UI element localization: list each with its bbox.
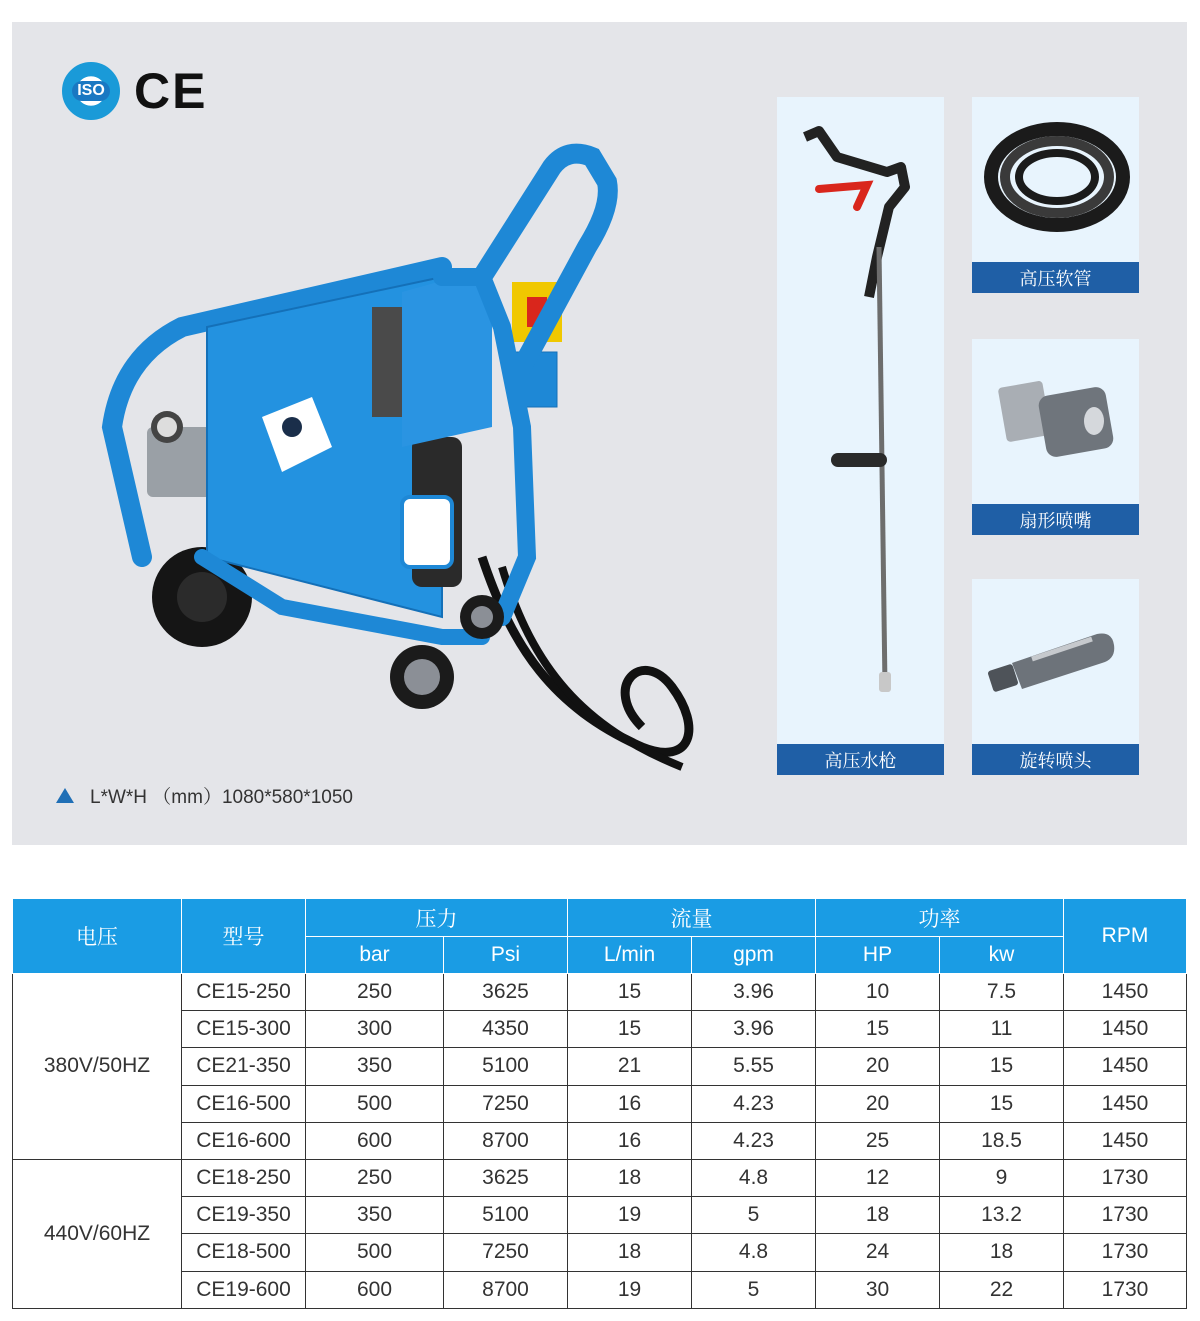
triangle-bullet-icon bbox=[56, 788, 74, 803]
header-flow: 流量 bbox=[568, 899, 816, 937]
table-cell: 500 bbox=[306, 1234, 444, 1271]
header-model: 型号 bbox=[182, 899, 306, 974]
table-row bbox=[13, 1085, 1187, 1122]
header-power: 功率 bbox=[816, 899, 1064, 937]
table-cell: CE15-250 bbox=[182, 974, 306, 1011]
table-cell: 16 bbox=[568, 1085, 692, 1122]
table-cell: 4.8 bbox=[692, 1159, 816, 1196]
table-cell: 13.2 bbox=[940, 1197, 1064, 1234]
table-cell: CE19-600 bbox=[182, 1271, 306, 1308]
table-cell: 1450 bbox=[1064, 1048, 1187, 1085]
table-cell: 7250 bbox=[444, 1234, 568, 1271]
table-cell: CE16-600 bbox=[182, 1122, 306, 1159]
table-cell: 15 bbox=[568, 974, 692, 1011]
voltage-cell: 380V/50HZ bbox=[13, 974, 182, 1160]
table-cell: 30 bbox=[816, 1271, 940, 1308]
header-bar: bar bbox=[306, 937, 444, 974]
table-cell: 18 bbox=[568, 1234, 692, 1271]
table-cell: 500 bbox=[306, 1085, 444, 1122]
table-cell: 1450 bbox=[1064, 1085, 1187, 1122]
table-cell: CE16-500 bbox=[182, 1085, 306, 1122]
table-cell: 600 bbox=[306, 1271, 444, 1308]
table-cell: 5 bbox=[692, 1197, 816, 1234]
table-cell: 300 bbox=[306, 1011, 444, 1048]
table-cell: 9 bbox=[940, 1159, 1064, 1196]
table-cell: 18 bbox=[816, 1197, 940, 1234]
specification-table bbox=[12, 898, 1187, 1309]
table-cell: 19 bbox=[568, 1271, 692, 1308]
accessory-rotary-nozzle bbox=[972, 579, 1139, 775]
table-row bbox=[13, 1197, 1187, 1234]
table-row bbox=[13, 1048, 1187, 1085]
table-cell: 20 bbox=[816, 1085, 940, 1122]
table-cell: 5100 bbox=[444, 1048, 568, 1085]
table-row bbox=[13, 1011, 1187, 1048]
accessory-label: 高压水枪 bbox=[777, 744, 944, 775]
table-cell: 8700 bbox=[444, 1122, 568, 1159]
ce-mark-icon: CE bbox=[134, 63, 208, 119]
spray-gun-icon bbox=[777, 97, 944, 743]
accessory-spray-gun bbox=[777, 97, 944, 775]
table-cell: 15 bbox=[940, 1085, 1064, 1122]
fan-nozzle-icon bbox=[972, 339, 1139, 504]
table-cell: 600 bbox=[306, 1122, 444, 1159]
table-cell: 5.55 bbox=[692, 1048, 816, 1085]
table-cell: 3.96 bbox=[692, 1011, 816, 1048]
table-cell: 350 bbox=[306, 1197, 444, 1234]
certifications bbox=[62, 62, 207, 120]
header-rpm: RPM bbox=[1064, 899, 1187, 974]
table-cell: 350 bbox=[306, 1048, 444, 1085]
table-row bbox=[13, 974, 1187, 1011]
header-pressure: 压力 bbox=[306, 899, 568, 937]
table-cell: 1730 bbox=[1064, 1197, 1187, 1234]
header-lmin: L/min bbox=[568, 937, 692, 974]
table-cell: 4.23 bbox=[692, 1085, 816, 1122]
table-cell: CE15-300 bbox=[182, 1011, 306, 1048]
table-cell: 3.96 bbox=[692, 974, 816, 1011]
header-voltage: 电压 bbox=[13, 899, 182, 974]
accessory-hose bbox=[972, 97, 1139, 293]
dimensions-text: L*W*H （mm）1080*580*1050 bbox=[90, 787, 353, 808]
table-cell: 11 bbox=[940, 1011, 1064, 1048]
table-cell: 15 bbox=[940, 1048, 1064, 1085]
iso-certification-icon bbox=[62, 62, 120, 120]
table-row bbox=[13, 1234, 1187, 1271]
table-cell: 22 bbox=[940, 1271, 1064, 1308]
product-image-panel bbox=[12, 22, 1187, 845]
voltage-cell: 440V/60HZ bbox=[13, 1159, 182, 1308]
table-cell: 20 bbox=[816, 1048, 940, 1085]
table-cell: 3625 bbox=[444, 974, 568, 1011]
accessory-label: 扇形喷嘴 bbox=[972, 504, 1139, 535]
table-cell: 4.23 bbox=[692, 1122, 816, 1159]
accessory-label: 高压软管 bbox=[972, 262, 1139, 293]
table-cell: 1730 bbox=[1064, 1271, 1187, 1308]
header-psi: Psi bbox=[444, 937, 568, 974]
table-cell: CE21-350 bbox=[182, 1048, 306, 1085]
table-cell: 18 bbox=[568, 1159, 692, 1196]
rotary-nozzle-icon bbox=[972, 579, 1139, 744]
table-cell: 1730 bbox=[1064, 1159, 1187, 1196]
table-cell: 250 bbox=[306, 1159, 444, 1196]
table-cell: 5 bbox=[692, 1271, 816, 1308]
table-cell: 25 bbox=[816, 1122, 940, 1159]
table-cell: 7.5 bbox=[940, 974, 1064, 1011]
table-cell: 7250 bbox=[444, 1085, 568, 1122]
table-row bbox=[13, 1159, 1187, 1196]
table-cell: 15 bbox=[568, 1011, 692, 1048]
pressure-washer-machine-image bbox=[82, 127, 722, 787]
table-cell: 1730 bbox=[1064, 1234, 1187, 1271]
table-cell: 1450 bbox=[1064, 974, 1187, 1011]
table-cell: 250 bbox=[306, 974, 444, 1011]
table-cell: 19 bbox=[568, 1197, 692, 1234]
hose-coil-icon bbox=[972, 97, 1139, 262]
header-kw: kw bbox=[940, 937, 1064, 974]
header-hp: HP bbox=[816, 937, 940, 974]
dimensions-note bbox=[56, 782, 353, 809]
table-row bbox=[13, 1271, 1187, 1308]
specification-table-body bbox=[13, 974, 1187, 1309]
accessory-fan-nozzle bbox=[972, 339, 1139, 535]
iso-label: ISO bbox=[72, 81, 110, 101]
table-cell: 4350 bbox=[444, 1011, 568, 1048]
table-cell: 24 bbox=[816, 1234, 940, 1271]
table-row bbox=[13, 1122, 1187, 1159]
table-cell: 5100 bbox=[444, 1197, 568, 1234]
table-cell: 3625 bbox=[444, 1159, 568, 1196]
table-cell: 12 bbox=[816, 1159, 940, 1196]
table-cell: 8700 bbox=[444, 1271, 568, 1308]
table-cell: 18 bbox=[940, 1234, 1064, 1271]
accessory-label: 旋转喷头 bbox=[972, 744, 1139, 775]
table-cell: CE18-250 bbox=[182, 1159, 306, 1196]
table-cell: 15 bbox=[816, 1011, 940, 1048]
table-cell: 16 bbox=[568, 1122, 692, 1159]
table-cell: CE19-350 bbox=[182, 1197, 306, 1234]
table-cell: CE18-500 bbox=[182, 1234, 306, 1271]
table-cell: 18.5 bbox=[940, 1122, 1064, 1159]
table-cell: 1450 bbox=[1064, 1122, 1187, 1159]
table-cell: 4.8 bbox=[692, 1234, 816, 1271]
table-cell: 21 bbox=[568, 1048, 692, 1085]
header-gpm: gpm bbox=[692, 937, 816, 974]
table-cell: 10 bbox=[816, 974, 940, 1011]
table-cell: 1450 bbox=[1064, 1011, 1187, 1048]
